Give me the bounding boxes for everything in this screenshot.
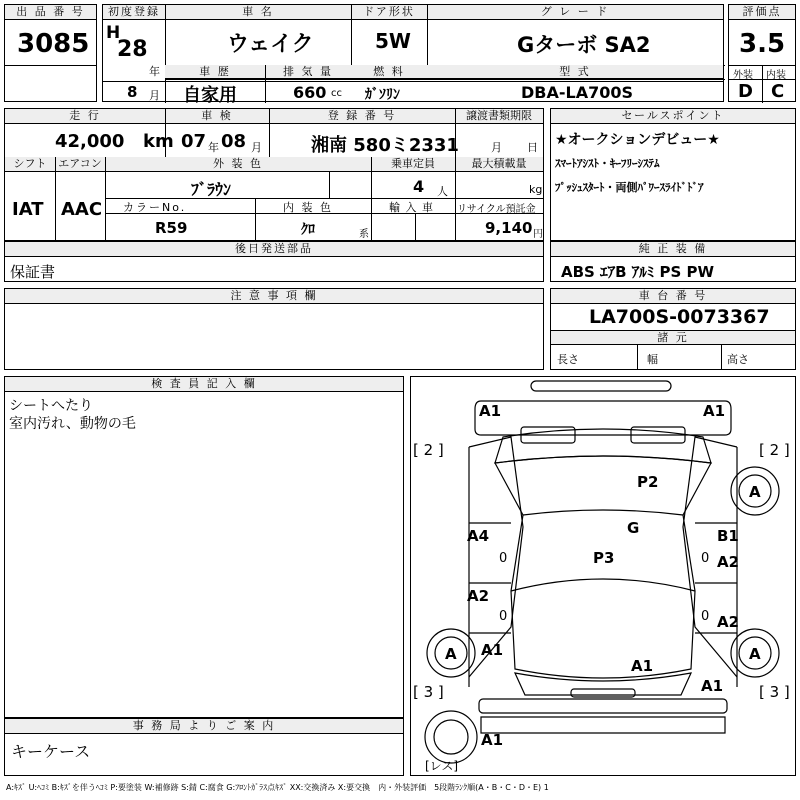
legend: A:ｷｽﾞ U:ﾍｺﾐ B:ｷｽﾞを伴うﾍｺﾐ P:要塗装 W:補修跡 S:錆 C:腐食 G:ﾌﾛﾝﾄｶﾞﾗｽ点ｷｽﾞ XX:交換済み X:要交換 内・外装評価 5段階ﾗﾝｸ順(A・B・C・D・E) 1 (6, 783, 549, 792)
code-a2-right-2: A2 (717, 613, 740, 631)
name-value: ウェイク (227, 32, 314, 57)
reg-year: 28 (117, 37, 148, 62)
spec-block (4, 108, 544, 241)
bracket-3-left: [ 3 ] (413, 683, 444, 701)
code-p3: P3 (593, 549, 615, 567)
first-reg-label: 初度登録 (103, 5, 165, 20)
code-front-left: A1 (479, 402, 502, 420)
inspector-line1: シートへたり (9, 398, 93, 414)
shift-label: シフト (5, 157, 55, 172)
sales-point-line3: ﾌﾟｯｼｭｽﾀｰﾄ・両側ﾊﾟﾜｰｽﾗｲﾄﾞﾄﾞｱ (555, 181, 704, 194)
displacement-label: 排 気 量 (265, 65, 351, 79)
score-box (728, 4, 796, 102)
name-label: 車 名 (165, 5, 351, 20)
notes-label: 注 意 事 項 欄 (5, 289, 543, 304)
inspector-box (4, 376, 404, 718)
code-a1-rear-left: A1 (481, 641, 504, 659)
code-front-right: A1 (703, 402, 726, 420)
plate-value: 湘南 580ミ2331 (311, 135, 459, 156)
color-no-label: カラーNo. (123, 201, 187, 214)
transfer-label: 譲渡書類期限 (455, 109, 543, 124)
code-a1-rear: A1 (631, 657, 654, 675)
later-parts-value: 保証書 (10, 263, 56, 281)
reg-year-unit: 年 (149, 65, 160, 78)
inspector-label: 検 査 員 記 入 欄 (5, 377, 403, 392)
equipment-box (550, 241, 796, 282)
car-outline-svg (411, 377, 795, 775)
code-a2-left: A2 (467, 587, 490, 605)
chassis-value: LA700S-0073367 (589, 306, 770, 328)
length-label: 長さ (557, 353, 579, 366)
car-diagram (410, 376, 796, 776)
code-a1-bumper: A1 (481, 731, 504, 749)
model-value: DBA-LA700S (521, 83, 633, 102)
code-p2: P2 (637, 473, 659, 491)
km-unit: km (143, 131, 174, 152)
capacity-value: 4 (413, 177, 425, 196)
score-value: 3.5 (739, 29, 786, 59)
history-label: 車 歴 (165, 65, 265, 79)
recycle-value: 9,140 (485, 219, 533, 237)
model-label: 型 式 (427, 65, 723, 79)
later-parts-label: 後日発送部品 (5, 242, 543, 257)
displacement-value: 660 (293, 83, 327, 102)
inspection-year: 07 (181, 131, 207, 152)
bracket-2-right: [ 2 ] (759, 441, 790, 459)
lot-label: 出 品 番 号 (5, 5, 96, 20)
plate-label: 登 録 番 号 (269, 109, 455, 124)
height-label: 高さ (727, 353, 749, 366)
code-wheel-front-right: A (749, 483, 761, 501)
lot-box (4, 4, 97, 102)
mileage-label: 走 行 (5, 109, 165, 124)
les-label: [レス] (425, 759, 459, 773)
code-wheel-rear-left: A (445, 645, 457, 663)
later-parts-box (4, 241, 544, 282)
bracket-2-left: [ 2 ] (413, 441, 444, 459)
sales-point-line2: ｽﾏｰﾄｱｼｽﾄ・ｷｰﾌﾘｰｼｽﾃﾑ (555, 157, 660, 170)
color-value: ﾌﾞﾗｳﾝ (191, 180, 232, 199)
load-unit: kg (529, 183, 543, 196)
door-value: 5W (375, 29, 411, 53)
sales-point-box (550, 108, 796, 241)
header-row1 (102, 4, 724, 106)
int-color-unit: 系 (359, 229, 369, 240)
inspection-year-unit: 年 (208, 141, 219, 154)
fuel-value: ｶﾞｿﾘﾝ (365, 87, 400, 103)
equipment-label: 純 正 装 備 (551, 242, 795, 257)
capacity-unit: 人 (437, 185, 448, 198)
cc-unit: cc (331, 88, 342, 99)
sales-point-label: セールスポイント (551, 109, 795, 124)
load-label: 最大積載量 (455, 157, 543, 172)
inspection-label: 車 検 (165, 109, 269, 124)
office-value: キーケース (11, 742, 91, 761)
reg-month: 8 (127, 83, 138, 101)
inspection-month: 08 (221, 131, 247, 152)
code-zero-3: 0 (499, 609, 508, 624)
grade-value: Gターボ SA2 (517, 33, 651, 57)
grade-label: グ レ ー ド (427, 5, 723, 20)
code-a4: A4 (467, 527, 490, 545)
color-label: 外 装 色 (105, 157, 371, 172)
ac-value: AAC (61, 199, 103, 220)
color-no-value: R59 (155, 219, 188, 237)
recycle-unit: 円 (533, 229, 543, 240)
transfer-day: 日 (527, 141, 538, 154)
code-wheel-rear-right: A (749, 645, 761, 663)
width-label: 幅 (647, 353, 658, 366)
office-label: 事 務 局 よ り ご 案 内 (5, 719, 403, 734)
office-box (4, 718, 404, 776)
code-a2-right-1: A2 (717, 553, 740, 571)
code-g: G (627, 519, 640, 537)
code-zero-4: 0 (701, 609, 710, 624)
inspector-line2: 室内汚れ、動物の毛 (9, 416, 136, 432)
mileage-value: 42,000 (55, 131, 125, 152)
era: H (106, 23, 121, 43)
interior-grade: C (771, 81, 785, 102)
sales-point-line1: ★オークションデビュー★ (555, 132, 720, 148)
int-color-value: ｸﾛ (301, 222, 315, 238)
chassis-box (550, 288, 796, 370)
exterior-grade: D (738, 81, 753, 102)
history-value: 自家用 (183, 85, 237, 106)
recycle-label: リサイクル預託金 (457, 204, 536, 215)
spec-label: 諸 元 (551, 331, 795, 345)
exterior-label: 外装 (733, 70, 753, 81)
import-label: 輸 入 車 (389, 201, 434, 214)
chassis-label: 車 台 番 号 (551, 289, 795, 304)
code-zero-1: 0 (499, 551, 508, 566)
door-label: ドア形状 (351, 5, 427, 20)
score-label: 評価点 (729, 5, 795, 20)
reg-month-unit: 月 (149, 89, 160, 102)
notes-box (4, 288, 544, 370)
code-a1-rear-right: A1 (701, 677, 724, 695)
code-b1: B1 (717, 527, 739, 545)
inspection-month-unit: 月 (251, 141, 262, 154)
capacity-label: 乗車定員 (371, 157, 455, 172)
bracket-3-right: [ 3 ] (759, 683, 790, 701)
equipment-value: ABS ｴｱB ｱﾙﾐ PS PW (561, 263, 715, 281)
fuel-label: 燃 料 (351, 65, 427, 79)
transfer-month: 月 (491, 141, 502, 154)
shift-value: IAT (12, 199, 44, 220)
code-zero-2: 0 (701, 551, 710, 566)
interior-label: 内装 (766, 70, 786, 81)
int-color-label: 内 装 色 (283, 201, 333, 214)
ac-label: エアコン (55, 157, 105, 172)
lot-number: 3085 (17, 29, 90, 59)
